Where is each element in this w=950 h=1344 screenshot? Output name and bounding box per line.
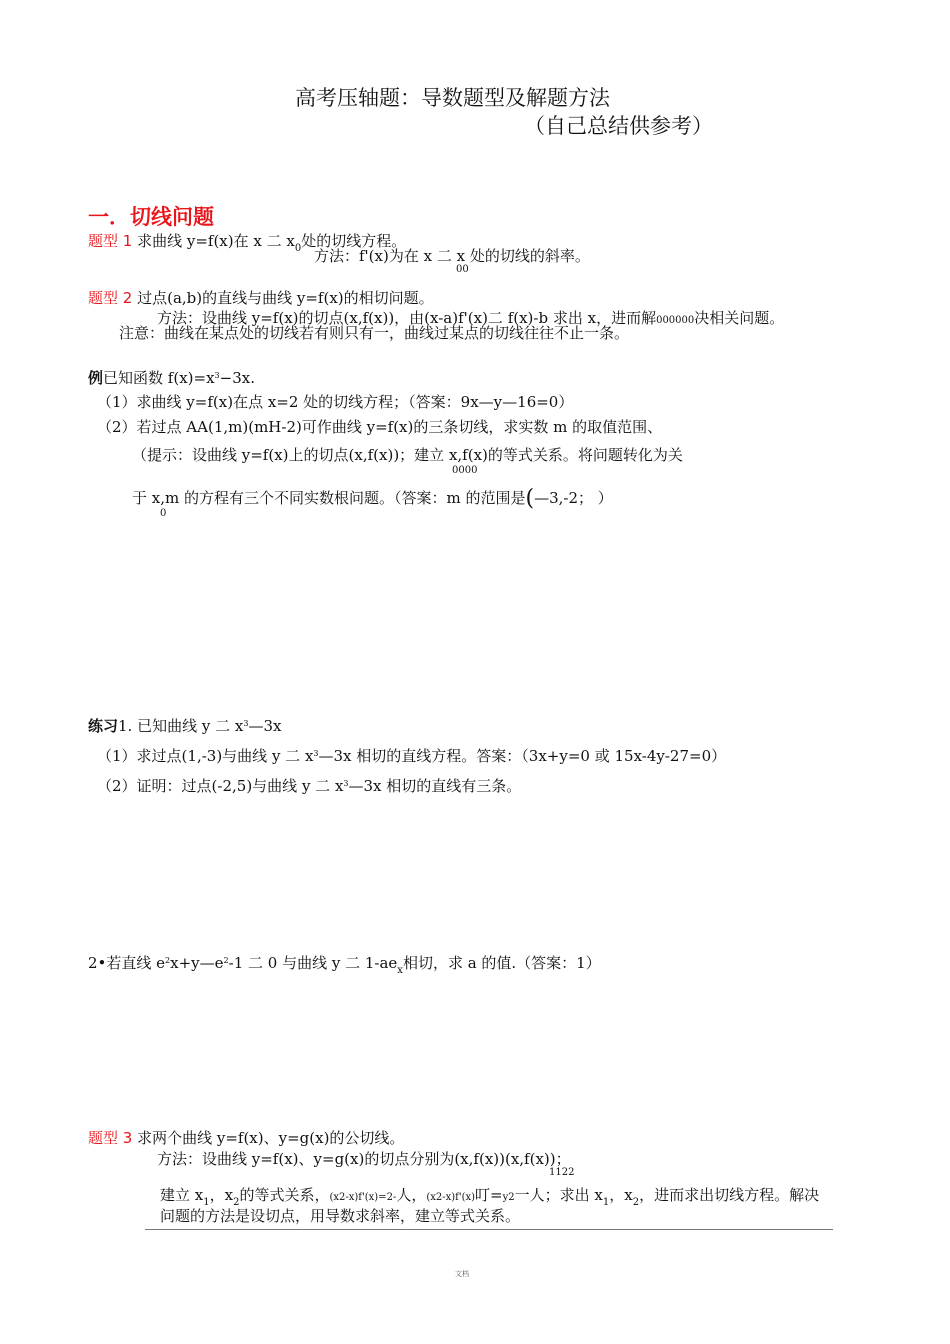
type2-method-text: 方法：设曲线 y=f(x)的切点(x,f(x))，由(x-a)f'(x)二 f(x)-b 求出 x，进而解: [157, 309, 657, 327]
type3-line3-garble1: (x2-x)f'(x)=2-: [329, 1192, 397, 1203]
type2-problem-text: 过点(a,b)的直线与曲线 y=f(x)的相切问题。: [137, 289, 434, 307]
exercise1-q2-text: （2）证明：过点(-2,5)与曲线 y 二 x: [97, 777, 344, 795]
type3-line3-sub1: 1: [203, 1197, 210, 1208]
example-hint-1-subscript: 0000: [452, 465, 478, 476]
type3-method: 方法：设曲线 y=f(x)、y=g(x)的切点分别为(x,f(x))(x,f(x))；: [157, 1150, 571, 1168]
example-hint-2-text: 于 x,m 的方程有三个不同实数根问题。（答案：m 的范围是: [132, 489, 526, 507]
footer-mark: 文档: [455, 1270, 469, 1278]
exercise1-q1-text: （1）求过点(1,-3)与曲线 y 二 x: [97, 747, 314, 765]
page-title: 高考压轴题：导数题型及解题方法: [295, 86, 610, 110]
example-hint-2-text-end: —3,-2； ）: [534, 489, 613, 507]
type1-method: 方法：f'(x)为在 x 二 x 处的切线的斜率。: [314, 247, 590, 265]
type2-problem: [88, 288, 434, 308]
exercise1-question-1: [97, 746, 726, 769]
type1-problem-text-end: 处的切线方程。: [301, 232, 407, 250]
exercise2-sub-3: x: [397, 965, 403, 976]
type3-line3-a: 建立 x: [160, 1186, 204, 1204]
type3-label: 题型 3: [88, 1129, 133, 1147]
example-stem: [88, 368, 255, 391]
exercise1-q2-superscript: 3: [343, 779, 349, 788]
example-question-2: （2）若过点 AA(1,m)(mH-2)可作曲线 y=f(x)的三条切线，求实数 m 的取值范围、: [97, 418, 663, 436]
exercise2-text-b: x+y—e: [170, 954, 224, 972]
type3-line3-sub2: 2: [233, 1197, 240, 1208]
type3-line3-sub3: 1: [602, 1197, 610, 1208]
type2-label: 题型 2: [88, 289, 133, 307]
exercise1-question-2: [97, 776, 521, 799]
exercise2-sup-1: 2: [165, 956, 171, 965]
exercise1-stem: [88, 716, 281, 739]
page-subtitle: （自己总结供参考）: [524, 114, 713, 138]
type2-method-small: 000000: [656, 315, 695, 326]
example-stem-superscript: 3: [214, 371, 220, 380]
type3-line3-garble2: (x2-x)f'(x): [426, 1192, 476, 1203]
type3-line3-garble3: y2: [502, 1192, 515, 1203]
type3-problem: [88, 1128, 404, 1148]
example-stem-text-end: −3x.: [219, 369, 255, 387]
section-heading: 一．切线问题: [88, 205, 214, 229]
type3-line3-c: 的等式关系，: [239, 1186, 330, 1204]
exercise1-stem-text-end: —3x: [248, 717, 282, 735]
type3-line3-b: ，x: [209, 1186, 234, 1204]
example-hint-2: [132, 486, 613, 511]
exercise1-q1-text-end: —3x 相切的直线方程。答案：（3x+y=0 或 15x-4y-27=0）: [318, 747, 727, 765]
type3-line3-sub4: 2: [632, 1197, 640, 1208]
type3-line3-h: ，进而求出切线方程。解决: [639, 1186, 820, 1204]
example-stem-text: 已知函数 f(x)=x: [103, 369, 215, 387]
type1-method-subscript: 00: [456, 264, 469, 275]
type3-method-subscript: 1122: [549, 1167, 575, 1178]
exercise2-text-d: 相切，求 a 的值.（答案：1）: [402, 954, 601, 972]
type3-line3-e: 叮=: [475, 1186, 503, 1204]
example-hint-1: （提示：设曲线 y=f(x)上的切点(x,f(x))；建立 x,f(x)的等式关系。将问题转化为关: [132, 446, 683, 464]
exercise1-stem-superscript: 3: [243, 719, 249, 728]
exercise2-text-a: 2•若直线 e: [88, 954, 166, 972]
example-hint-2-paren: (: [525, 486, 535, 511]
exercise2: [88, 953, 601, 976]
example-label: 例: [88, 369, 104, 387]
exercise1-label: 练习: [88, 717, 119, 735]
example-hint-2-subscript: 0: [160, 508, 167, 519]
type3-summary: 问题的方法是设切点，用导数求斜率，建立等式关系。: [160, 1207, 521, 1225]
type3-problem-text: 求两个曲线 y=f(x)、y=g(x)的公切线。: [137, 1129, 405, 1147]
footer-divider: [145, 1229, 833, 1230]
example-question-1: （1）求曲线 y=f(x)在点 x=2 处的切线方程；（答案：9x—y—16=0）: [97, 393, 574, 411]
exercise2-sup-2: 2: [223, 956, 229, 965]
type1-problem-subscript: 0: [294, 243, 302, 254]
exercise2-text-c: -1 二 0 与曲线 y 二 1-ae: [228, 954, 398, 972]
type3-relation-line: [160, 1185, 819, 1208]
type3-line3-g: ，x: [609, 1186, 633, 1204]
exercise1-q2-text-end: —3x 相切的直线有三条。: [348, 777, 522, 795]
type3-line3-f: 一人；求出 x: [514, 1186, 603, 1204]
type2-method-text-end: 决相关问题。: [694, 309, 785, 327]
exercise1-stem-text: 1. 已知曲线 y 二 x: [118, 717, 244, 735]
type1-label: 题型 1: [88, 232, 133, 250]
type1-problem-text: 求曲线 y=f(x)在 x 二 x: [137, 232, 295, 250]
type3-line3-d: 人，: [396, 1186, 427, 1204]
type2-note: 注意：曲线在某点处的切线若有则只有一，曲线过某点的切线往往不止一条。: [119, 324, 630, 342]
exercise1-q1-superscript: 3: [313, 749, 319, 758]
